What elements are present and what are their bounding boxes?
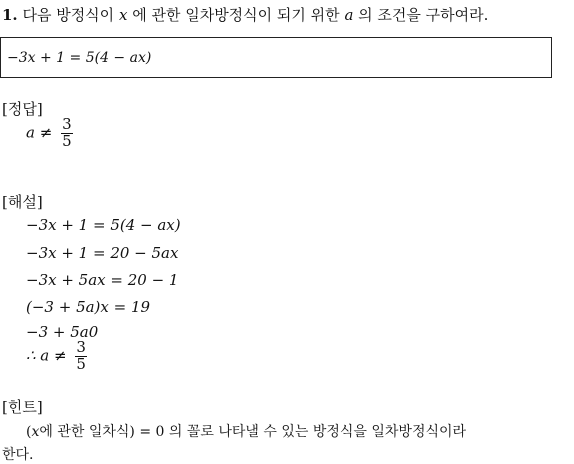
conclusion-lhs: ∴ a ≠ bbox=[26, 346, 67, 365]
solution-step-2: −3x + 1 = 20 − 5ax bbox=[26, 244, 179, 262]
hint-text: 에 관한 일차식) = 0 의 꼴로 나타낼 수 있는 방정식을 일차방정식이라 bbox=[39, 424, 467, 440]
answer-denominator: 5 bbox=[62, 131, 72, 150]
solution-step-3: −3x + 5ax = 20 − 1 bbox=[26, 271, 179, 289]
boxed-equation: −3x + 1 = 5(4 − ax) bbox=[7, 50, 152, 66]
question-text-2: 에 관한 일차방정식이 되기 위한 bbox=[132, 6, 340, 24]
conclusion-denominator: 5 bbox=[76, 354, 86, 373]
question-var-a: a bbox=[344, 6, 354, 24]
question-line bbox=[2, 4, 488, 25]
question-number: 1. bbox=[2, 6, 18, 24]
hint-heading: [힌트] bbox=[2, 398, 43, 416]
answer-lhs: a ≠ bbox=[26, 123, 53, 142]
solution-step-5: −3 + 5a0 bbox=[26, 323, 99, 341]
solution-heading: [해설] bbox=[2, 193, 43, 211]
solution-step-4: (−3 + 5a)x = 19 bbox=[26, 298, 151, 316]
question-text-1: 다음 방정식이 bbox=[22, 6, 115, 24]
hint-var-x: x bbox=[31, 424, 40, 440]
hint-open-paren: ( bbox=[26, 424, 32, 440]
equation-box bbox=[0, 37, 552, 78]
hint-line-1 bbox=[26, 421, 466, 441]
conclusion-fraction bbox=[75, 340, 87, 373]
answer-expression bbox=[26, 117, 73, 150]
conclusion-numerator: 3 bbox=[76, 338, 86, 356]
hint-line-2: 한다. bbox=[2, 447, 34, 463]
answer-numerator: 3 bbox=[62, 115, 72, 133]
answer-fraction bbox=[61, 117, 73, 150]
question-text-3: 의 조건을 구하여라. bbox=[358, 6, 489, 24]
solution-conclusion bbox=[26, 340, 87, 373]
question-var-x: x bbox=[118, 6, 128, 24]
solution-step-1: −3x + 1 = 5(4 − ax) bbox=[26, 216, 181, 234]
answer-heading: [정답] bbox=[2, 100, 43, 118]
